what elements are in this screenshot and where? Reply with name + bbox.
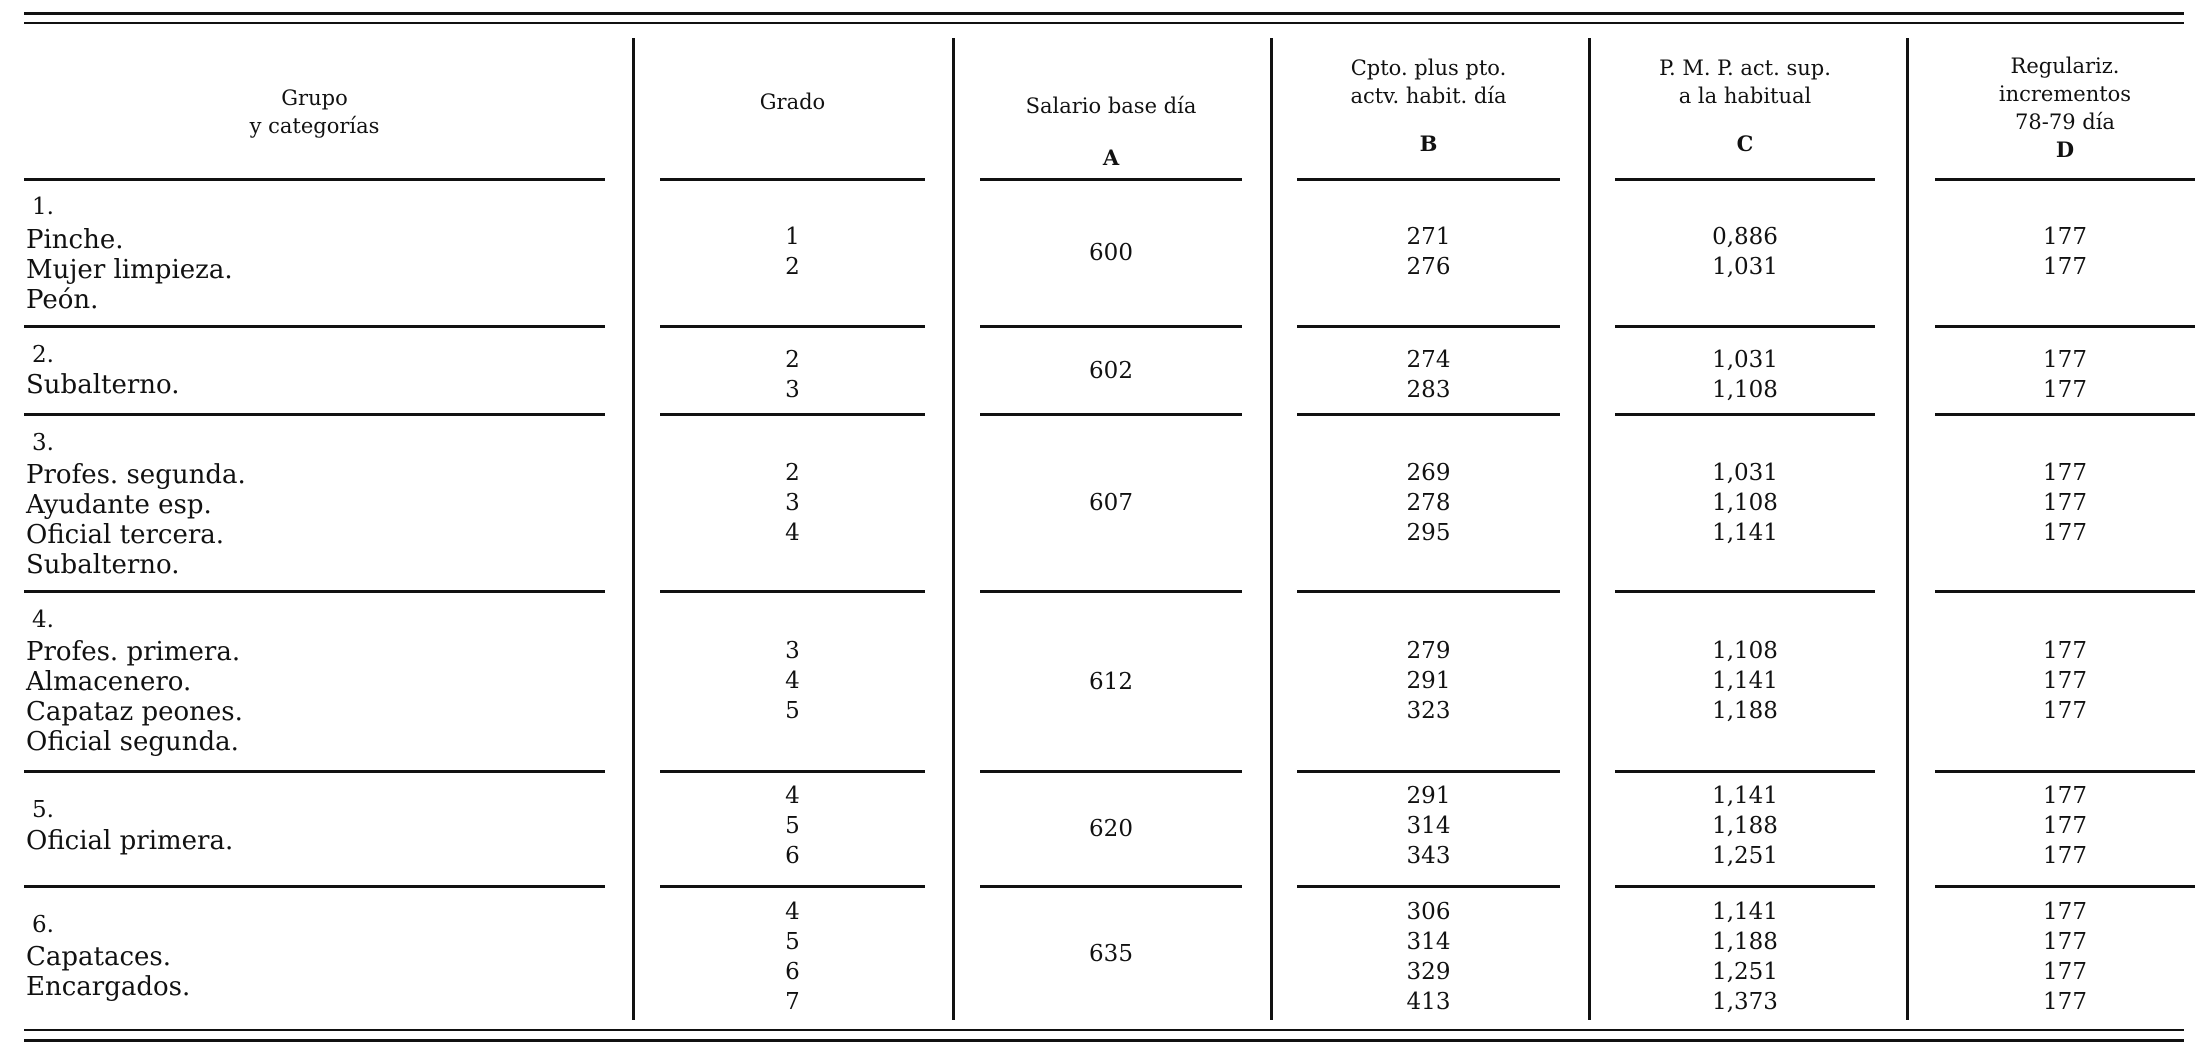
pmp-value: 1,108 [1712, 490, 1778, 516]
category-label: Profes. segunda. [26, 460, 246, 490]
group-number: 2. [32, 342, 54, 368]
group-rule [1935, 770, 2195, 773]
group-rule [1297, 885, 1560, 888]
category-label: Subalterno. [26, 370, 180, 400]
category-label: Encargados. [26, 972, 191, 1002]
grado-value: 2 [785, 460, 800, 486]
category-label: Oficial segunda. [26, 727, 239, 757]
salary-base-value: 602 [1089, 357, 1133, 384]
group-number: 3. [32, 430, 54, 456]
column-header [643, 88, 943, 116]
category-label: Mujer limpieza. [26, 255, 233, 285]
group-number: 5. [32, 797, 54, 823]
grado-value: 2 [785, 254, 800, 280]
group-rule [660, 770, 925, 773]
column-header-line: Regulariz. [2010, 54, 2120, 78]
category-label: Subalterno. [26, 550, 180, 580]
salary-base-value: 600 [1089, 240, 1133, 266]
regulariz-value: 177 [2043, 843, 2087, 869]
category-label: Oficial tercera. [26, 520, 225, 550]
plus-value: 295 [1406, 520, 1451, 546]
group-rule [24, 590, 605, 593]
plus-value: 314 [1406, 929, 1451, 955]
regulariz-value: 177 [2043, 347, 2087, 373]
column-separator [1270, 38, 1273, 1020]
column-separator [632, 38, 635, 1020]
grado-value: 7 [785, 989, 800, 1015]
group-rule [980, 413, 1242, 416]
grado-value: 3 [785, 490, 800, 516]
grado-value: 5 [785, 698, 800, 724]
regulariz-value: 177 [2043, 520, 2087, 546]
column-header-line: Salario base día [1025, 94, 1197, 118]
group-number: 1. [32, 194, 54, 220]
grado-value: 5 [785, 813, 800, 839]
grado-value: 1 [785, 224, 800, 250]
group-rule [980, 885, 1242, 888]
group-rule [980, 770, 1242, 773]
bottom-rule [24, 1039, 2184, 1042]
grado-value: 6 [785, 843, 800, 869]
column-header-line: Cpto. plus pto. [1350, 56, 1507, 80]
column-header-line: Grupo [281, 86, 348, 110]
salary-base-value: 612 [1089, 668, 1133, 695]
group-rule [660, 178, 925, 181]
plus-value: 274 [1406, 347, 1451, 373]
regulariz-value: 177 [2043, 638, 2087, 664]
group-rule [1935, 590, 2195, 593]
group-rule [1615, 178, 1875, 181]
group-rule [24, 885, 605, 888]
column-header [165, 84, 465, 140]
group-rule [24, 413, 605, 416]
group-rule [660, 885, 925, 888]
salary-base-value: 620 [1089, 816, 1133, 842]
category-label: Almacenero. [26, 667, 192, 697]
pmp-value: 0,886 [1712, 224, 1778, 250]
group-rule [1615, 770, 1875, 773]
group-number: 6. [32, 912, 54, 938]
plus-value: 306 [1406, 899, 1451, 925]
group-rule [1297, 325, 1560, 328]
plus-value: 329 [1406, 959, 1451, 985]
plus-value: 269 [1406, 460, 1451, 486]
column-header [1279, 54, 1579, 158]
regulariz-value: 177 [2043, 377, 2087, 403]
column-header-line: actv. habit. día [1350, 84, 1507, 108]
group-rule [1615, 325, 1875, 328]
grado-value: 4 [785, 520, 800, 546]
column-letter: B [1419, 131, 1438, 156]
group-rule [1297, 770, 1560, 773]
grado-value: 3 [785, 638, 800, 664]
regulariz-value: 177 [2043, 490, 2087, 516]
top-rule [24, 12, 2184, 15]
column-separator [952, 38, 955, 1020]
group-rule [660, 590, 925, 593]
pmp-value: 1,188 [1712, 813, 1778, 839]
pmp-value: 1,141 [1712, 899, 1778, 925]
regulariz-value: 177 [2043, 224, 2087, 250]
column-header-line: a la habitual [1678, 84, 1812, 108]
category-label: Capataz peones. [26, 697, 243, 727]
column-header-line: y categorías [249, 114, 380, 138]
plus-value: 276 [1406, 254, 1451, 280]
salary-base-value: 635 [1089, 941, 1133, 967]
pmp-value: 1,141 [1712, 783, 1778, 809]
column-letter: D [2055, 137, 2075, 162]
column-header [1595, 54, 1895, 158]
group-rule [1615, 590, 1875, 593]
plus-value: 283 [1406, 377, 1451, 403]
column-header-line: P. M. P. act. sup. [1659, 56, 1831, 80]
group-rule [980, 178, 1242, 181]
plus-value: 291 [1406, 668, 1451, 694]
regulariz-value: 177 [2043, 989, 2087, 1015]
group-rule [1935, 413, 2195, 416]
column-header-line: incrementos [1998, 82, 2132, 106]
plus-value: 278 [1406, 490, 1451, 516]
group-number: 4. [32, 607, 54, 633]
column-letter: A [1102, 145, 1120, 170]
pmp-value: 1,141 [1712, 668, 1778, 694]
regulariz-value: 177 [2043, 460, 2087, 486]
plus-value: 323 [1406, 698, 1451, 724]
plus-value: 413 [1406, 989, 1451, 1015]
group-rule [1615, 413, 1875, 416]
group-rule [980, 325, 1242, 328]
grado-value: 3 [785, 377, 800, 403]
pmp-value: 1,108 [1712, 377, 1778, 403]
pmp-value: 1,188 [1712, 929, 1778, 955]
category-label: Pinche. [26, 225, 124, 255]
bottom-rule [24, 1029, 2184, 1031]
grado-value: 2 [785, 347, 800, 373]
group-rule [24, 325, 605, 328]
column-separator [1906, 38, 1909, 1020]
group-rule [660, 413, 925, 416]
column-header-line: Grado [759, 90, 826, 114]
group-rule [24, 178, 605, 181]
category-label: Profes. primera. [26, 637, 241, 667]
group-rule [1935, 178, 2195, 181]
pmp-value: 1,251 [1712, 843, 1778, 869]
group-rule [1297, 413, 1560, 416]
pmp-value: 1,251 [1712, 959, 1778, 985]
regulariz-value: 177 [2043, 783, 2087, 809]
group-rule [1297, 178, 1560, 181]
column-letter: C [1736, 131, 1754, 156]
column-separator [1588, 38, 1591, 1020]
pmp-value: 1,188 [1712, 698, 1778, 724]
plus-value: 279 [1406, 638, 1451, 664]
regulariz-value: 177 [2043, 929, 2087, 955]
grado-value: 4 [785, 668, 800, 694]
pmp-value: 1,373 [1712, 989, 1778, 1015]
salary-base-value: 607 [1089, 490, 1133, 516]
regulariz-value: 177 [2043, 899, 2087, 925]
plus-value: 271 [1406, 224, 1451, 250]
regulariz-value: 177 [2043, 813, 2087, 839]
plus-value: 343 [1406, 843, 1451, 869]
group-rule [980, 590, 1242, 593]
group-rule [660, 325, 925, 328]
category-label: Ayudante esp. [26, 490, 212, 520]
top-rule [24, 22, 2184, 24]
regulariz-value: 177 [2043, 698, 2087, 724]
pmp-value: 1,031 [1712, 347, 1778, 373]
pmp-value: 1,108 [1712, 638, 1778, 664]
group-rule [1615, 885, 1875, 888]
regulariz-value: 177 [2043, 254, 2087, 280]
grado-value: 6 [785, 959, 800, 985]
column-header [961, 92, 1261, 172]
group-rule [1935, 325, 2195, 328]
pmp-value: 1,031 [1712, 254, 1778, 280]
grado-value: 5 [785, 929, 800, 955]
grado-value: 4 [785, 899, 800, 925]
category-label: Peón. [26, 285, 99, 315]
category-label: Oficial primera. [26, 826, 234, 856]
category-label: Capataces. [26, 942, 172, 972]
column-header-line: 78-79 día [2015, 110, 2115, 134]
plus-value: 314 [1406, 813, 1451, 839]
plus-value: 291 [1406, 783, 1451, 809]
pmp-value: 1,031 [1712, 460, 1778, 486]
group-rule [1297, 590, 1560, 593]
regulariz-value: 177 [2043, 959, 2087, 985]
grado-value: 4 [785, 783, 800, 809]
pmp-value: 1,141 [1712, 520, 1778, 546]
group-rule [1935, 885, 2195, 888]
column-header [1915, 52, 2207, 164]
group-rule [24, 770, 605, 773]
regulariz-value: 177 [2043, 668, 2087, 694]
